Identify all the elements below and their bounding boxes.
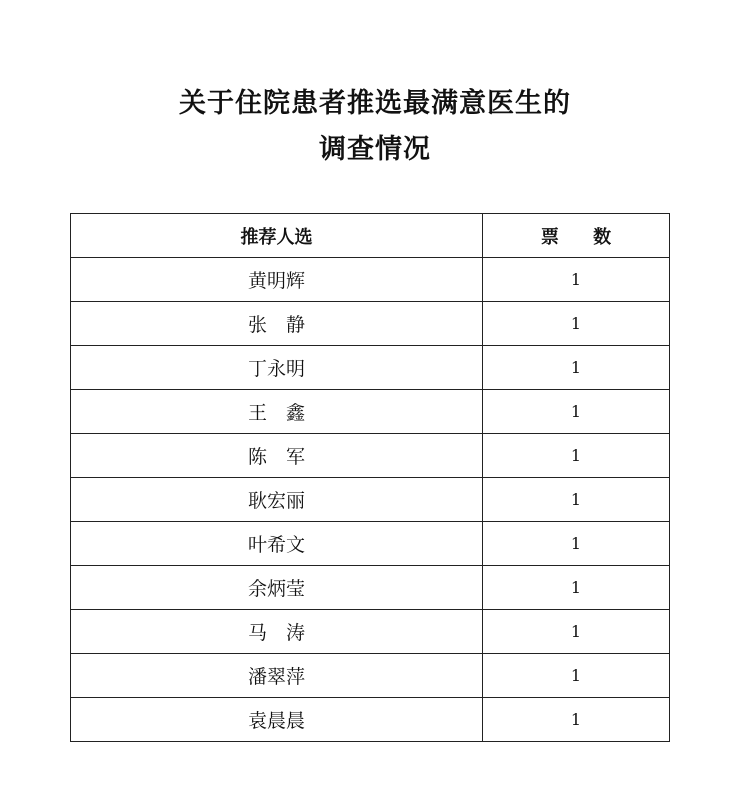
table-row bbox=[71, 698, 670, 742]
table-row bbox=[71, 566, 670, 610]
candidate-name: 袁晨晨 bbox=[71, 698, 483, 742]
vote-count: 1 bbox=[483, 258, 670, 302]
vote-count: 1 bbox=[483, 390, 670, 434]
document-title-line-1: 关于住院患者推选最满意医生的 bbox=[179, 88, 571, 119]
vote-count: 1 bbox=[483, 478, 670, 522]
vote-count: 1 bbox=[483, 654, 670, 698]
header-votes: 票 数 bbox=[483, 214, 670, 258]
candidate-name: 陈 军 bbox=[71, 434, 483, 478]
document-title-line-2: 调查情况 bbox=[319, 134, 431, 165]
candidate-name: 王 鑫 bbox=[71, 390, 483, 434]
header-candidate: 推荐人选 bbox=[71, 214, 483, 258]
vote-count: 1 bbox=[483, 434, 670, 478]
candidate-name: 余炳莹 bbox=[71, 566, 483, 610]
table-row bbox=[71, 478, 670, 522]
vote-count: 1 bbox=[483, 346, 670, 390]
table-row bbox=[71, 390, 670, 434]
table-row bbox=[71, 258, 670, 302]
table-row bbox=[71, 346, 670, 390]
candidate-name: 张 静 bbox=[71, 302, 483, 346]
table-row bbox=[71, 654, 670, 698]
candidate-name: 黄明辉 bbox=[71, 258, 483, 302]
candidate-name: 潘翠萍 bbox=[71, 654, 483, 698]
vote-count: 1 bbox=[483, 522, 670, 566]
vote-count: 1 bbox=[483, 302, 670, 346]
candidate-name: 叶希文 bbox=[71, 522, 483, 566]
vote-count: 1 bbox=[483, 566, 670, 610]
table-header-row bbox=[71, 214, 670, 258]
table-row bbox=[71, 610, 670, 654]
table-row bbox=[71, 522, 670, 566]
candidate-name: 丁永明 bbox=[71, 346, 483, 390]
vote-count: 1 bbox=[483, 698, 670, 742]
vote-table bbox=[70, 213, 670, 742]
table-row bbox=[71, 434, 670, 478]
vote-count: 1 bbox=[483, 610, 670, 654]
table-row bbox=[71, 302, 670, 346]
candidate-name: 马 涛 bbox=[71, 610, 483, 654]
candidate-name: 耿宏丽 bbox=[71, 478, 483, 522]
